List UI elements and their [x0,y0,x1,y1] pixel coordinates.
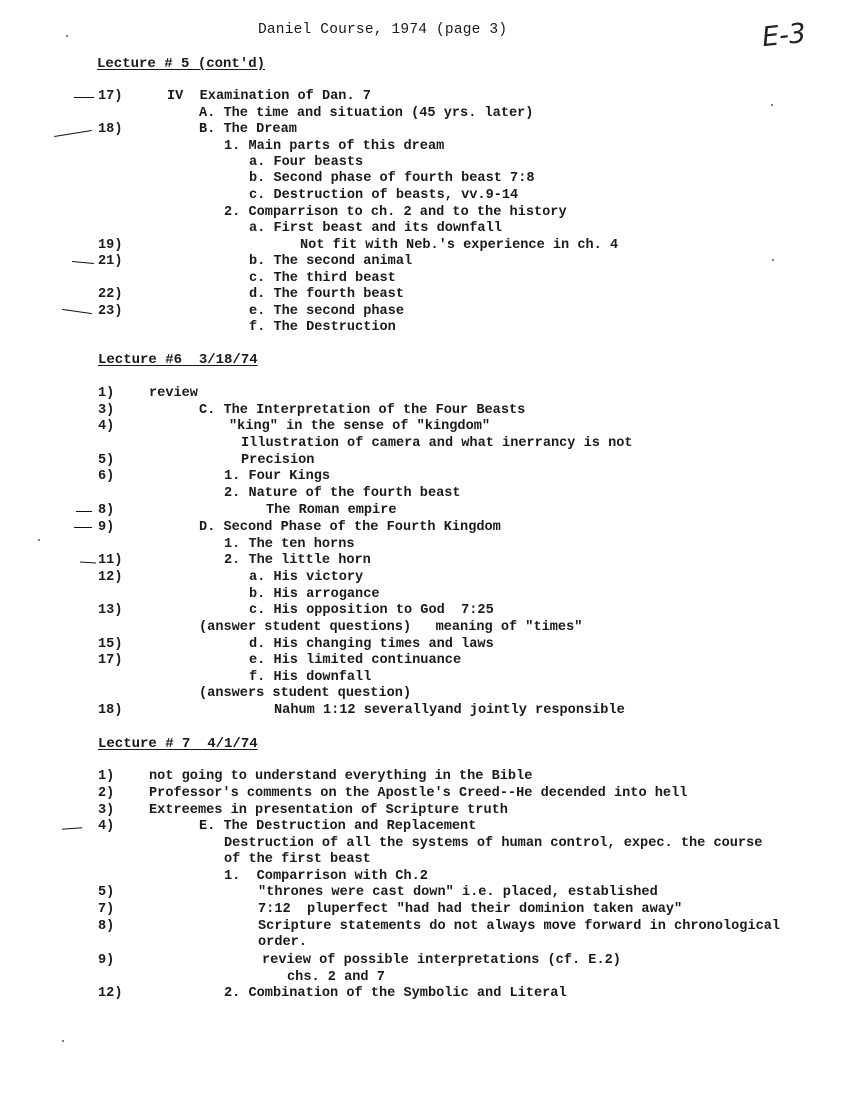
line-text: e. His limited continuance [249,653,462,668]
scan-speck [772,259,774,261]
line-text: review [149,386,198,401]
line-text: Nahum 1:12 severallyand jointly responsible [274,703,625,718]
line-text: 2. Nature of the fourth beast [224,486,461,501]
line-text: 2. Combination of the Symbolic and Literal [224,986,567,1001]
line-number: 18) [98,703,123,718]
outline-line [0,786,849,803]
outline-line [0,520,849,537]
line-text: 1. Four Kings [224,469,331,484]
line-number: 8) [98,503,115,518]
outline-line [0,503,849,520]
line-text: not going to understand everything in the Bible [149,769,533,784]
line-number: 6) [98,469,115,484]
line-text: IV Examination of Dan. 7 [167,89,371,104]
line-number: 4) [98,419,115,434]
outline-line [0,386,849,403]
line-text: C. The Interpretation of the Four Beasts [199,403,526,418]
outline-line [0,155,849,172]
line-text: b. The second animal [249,254,413,269]
line-text: d. The fourth beast [249,287,404,302]
outline-line [0,703,849,720]
scan-speck [38,539,40,541]
outline-line [0,869,849,886]
line-text: 2. The little horn [224,553,371,568]
line-number: 17) [98,89,123,104]
outline-line [0,287,849,304]
outline-line [0,469,849,486]
outline-line [0,885,849,902]
line-text: chs. 2 and 7 [287,970,385,985]
line-number: 23) [98,304,123,319]
outline-line [0,89,849,106]
line-text: b. His arrogance [249,587,380,602]
outline-line [0,171,849,188]
line-number: 1) [98,769,115,784]
outline-line [0,537,849,554]
outline-line [0,953,849,970]
line-number: 22) [98,287,123,302]
margin-tick-mark [76,511,92,512]
margin-tick-mark [74,527,92,528]
outline-line [0,553,849,570]
outline-line [0,320,849,337]
outline-line [0,637,849,654]
line-text: Precision [241,453,315,468]
outline-line [0,304,849,321]
outline-line [0,436,849,453]
line-number: 9) [98,520,115,535]
outline-line [0,836,849,853]
line-number: 12) [98,570,123,585]
section-heading-lecture-6: Lecture #6 3/18/74 [98,352,258,368]
outline-line [0,819,849,836]
outline-line [0,986,849,1003]
line-number: 1) [98,386,115,401]
line-text: order. [258,935,307,950]
line-number: 8) [98,919,115,934]
outline-line [0,271,849,288]
line-text: Scripture statements do not always move forward in chronological [258,919,781,934]
line-number: 5) [98,885,115,900]
outline-line [0,238,849,255]
line-number: 3) [98,803,115,818]
outline-line [0,139,849,156]
line-text: Professor's comments on the Apostle's Creed--He decended into hell [149,786,688,801]
line-text: D. Second Phase of the Fourth Kingdom [199,520,501,535]
outline-line [0,419,849,436]
line-text: The Roman empire [266,503,397,518]
line-text: d. His changing times and laws [249,637,494,652]
line-text: (answer student questions) meaning of "times" [199,620,583,635]
margin-tick-mark [74,97,94,98]
outline-line [0,570,849,587]
line-text: a. His victory [249,570,364,585]
line-text: 1. The ten horns [224,537,355,552]
scan-speck [62,1040,64,1042]
line-number: 2) [98,786,115,801]
line-number: 13) [98,603,123,618]
line-text: 2. Comparrison to ch. 2 and to the history [224,205,567,220]
line-number: 5) [98,453,115,468]
line-text: Extreemes in presentation of Scripture truth [149,803,508,818]
line-number: 9) [98,953,115,968]
outline-line [0,670,849,687]
line-text: "thrones were cast down" i.e. placed, established [258,885,658,900]
scan-speck [771,104,773,106]
outline-line [0,122,849,139]
outline-line [0,970,849,987]
outline-line [0,221,849,238]
line-text: Illustration of camera and what inerrancy is not [241,436,633,451]
outline-line [0,620,849,637]
line-text: b. Second phase of fourth beast 7:8 [249,171,535,186]
line-text: of the first beast [224,852,371,867]
outline-line [0,205,849,222]
outline-line [0,653,849,670]
outline-line [0,935,849,952]
line-text: e. The second phase [249,304,404,319]
line-number: 19) [98,238,123,253]
page-title: Daniel Course, 1974 (page 3) [258,22,508,38]
line-text: 1. Main parts of this dream [224,139,445,154]
outline-line [0,902,849,919]
line-text: (answers student question) [199,686,412,701]
corner-note: E-3 [760,17,808,54]
line-text: A. The time and situation (45 yrs. later) [199,106,534,121]
line-number: 7) [98,902,115,917]
outline-line [0,403,849,420]
outline-line [0,852,849,869]
outline-line [0,587,849,604]
line-number: 12) [98,986,123,1001]
line-text: B. The Dream [199,122,297,137]
line-text: "king" in the sense of "kingdom" [229,419,491,434]
line-number: 3) [98,403,115,418]
line-text: review of possible interpretations (cf. E.2) [262,953,621,968]
line-number: 4) [98,819,115,834]
line-text: Destruction of all the systems of human control, expec. the course [224,836,763,851]
line-text: E. The Destruction and Replacement [199,819,477,834]
outline-line [0,803,849,820]
outline-line [0,686,849,703]
line-text: c. Destruction of beasts, vv.9-14 [249,188,519,203]
outline-line [0,769,849,786]
line-text: 7:12 pluperfect "had had their dominion taken away" [258,902,683,917]
line-text: 1. Comparrison with Ch.2 [224,869,428,884]
section-heading-lecture-7: Lecture # 7 4/1/74 [98,736,258,752]
outline-line [0,486,849,503]
line-text: c. The third beast [249,271,396,286]
outline-line [0,106,849,123]
section-heading-lecture-5: Lecture # 5 (cont'd) [97,56,266,72]
line-number: 11) [98,553,123,568]
line-text: a. First beast and its downfall [249,221,502,236]
line-number: 15) [98,637,123,652]
line-text: c. His opposition to God 7:25 [249,603,494,618]
outline-line [0,188,849,205]
line-number: 18) [98,122,123,137]
scan-speck [66,35,68,37]
line-text: f. His downfall [249,670,372,685]
outline-line [0,254,849,271]
outline-line [0,919,849,936]
line-text: Not fit with Neb.'s experience in ch. 4 [300,238,619,253]
outline-line [0,603,849,620]
line-text: f. The Destruction [249,320,396,335]
line-number: 17) [98,653,123,668]
outline-line [0,453,849,470]
line-number: 21) [98,254,123,269]
line-text: a. Four beasts [249,155,364,170]
